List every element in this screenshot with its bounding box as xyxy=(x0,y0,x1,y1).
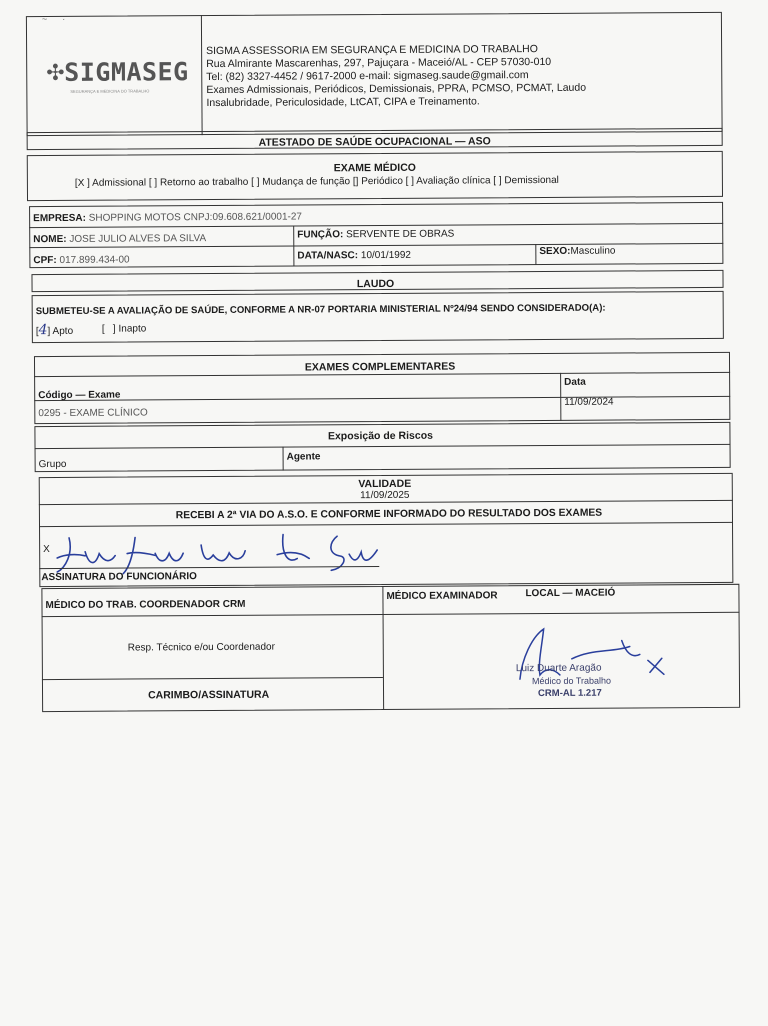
local-label: LOCAL — MACEIÓ xyxy=(525,587,616,600)
exam-type-options: [X ] Admissional [ ] Retorno ao trabalho [ ] Mudança de função [] Periódico [ ] Avaliação clínica [ ] Demissional xyxy=(74,174,559,189)
resp-label: Resp. Técnico e/ou Coordenador xyxy=(127,641,275,654)
coordenador-label: MÉDICO DO TRAB. COORDENADOR CRM xyxy=(45,598,246,612)
scan-mark: ~ · xyxy=(41,13,66,25)
stamp-name: Luiz Duarte Aragão xyxy=(515,662,602,675)
company-address: Rua Almirante Mascarenhas, 297, Pajuçara - Maceió/AL - CEP 57030-010 xyxy=(206,55,552,71)
svg-text:✣: ✣ xyxy=(46,60,65,87)
receipt-statement: RECEBI A 2ª VIA DO A.S.O. E CONFORME INFORMADO DO RESULTADO DOS EXAMES xyxy=(175,507,603,522)
company-contact: Tel: (82) 3327-4452 / 9617-2000 e-mail: sigmaseg.saude@gmail.com xyxy=(206,69,529,84)
carimbo-label: CARIMBO/ASSINATURA xyxy=(148,688,270,702)
doctor-stamp xyxy=(502,618,683,709)
nome-row xyxy=(33,233,206,245)
document-title: ATESTADO DE SAÚDE OCUPACIONAL — ASO xyxy=(258,135,491,149)
nome-label: NOME: xyxy=(33,233,67,246)
company-name: SIGMA ASSESSORIA EM SEGURANÇA E MEDICINA DO TRABALHO xyxy=(206,43,538,58)
exam-value: 0295 - EXAME CLÍNICO xyxy=(38,407,148,420)
funcao-row xyxy=(297,229,454,241)
stamp-role: Médico do Trabalho xyxy=(531,675,612,687)
validade-heading: VALIDADE xyxy=(358,477,412,491)
col-exam-header: Código — Exame xyxy=(38,389,121,402)
nasc-row xyxy=(297,250,411,262)
examinador-label: MÉDICO EXAMINADOR xyxy=(386,590,498,602)
exam-date: 11/09/2024 xyxy=(564,396,614,408)
apto-checkmark: 4 xyxy=(38,322,48,339)
sexo-row xyxy=(539,246,615,257)
nome-value: JOSE JULIO ALVES DA SILVA xyxy=(69,233,207,245)
company-services-2: Insalubridade, Periculosidade, LtCAT, CIPA e Treinamento. xyxy=(206,95,480,110)
cpf-row xyxy=(33,255,129,267)
logo-text: SIGMASEG xyxy=(64,57,189,87)
inapto-option: [ ] Inapto xyxy=(101,323,147,335)
company-logo xyxy=(38,49,188,100)
exam-heading: EXAME MÉDICO xyxy=(333,161,416,175)
company-services-1: Exames Admissionais, Periódicos, Demissionais, PPRA, PCMSO, PCMAT, Laudo xyxy=(206,81,587,97)
cpf-value: 017.899.434-00 xyxy=(59,254,130,266)
stamp-crm: CRM-AL 1.217 xyxy=(538,687,602,700)
empresa-value: SHOPPING MOTOS CNPJ:09.608.621/0001-27 xyxy=(88,211,302,224)
empresa-row xyxy=(33,211,302,224)
nasc-label: DATA/NASC: xyxy=(297,250,359,262)
empresa-label: EMPRESA: xyxy=(33,212,86,225)
cpf-label: CPF: xyxy=(33,254,57,267)
signature-label: ASSINATURA DO FUNCIONÁRIO xyxy=(41,571,197,584)
laudo-statement: SUBMETEU-SE A AVALIAÇÃO DE SAÚDE, CONFORME A NR-07 PORTARIA MINISTERIAL Nº24/94 SENDO CONSIDERADO(A): xyxy=(35,302,606,318)
apto-label: Apto xyxy=(52,325,74,337)
funcao-label: FUNÇÃO: xyxy=(297,229,344,241)
grupo-label: Grupo xyxy=(38,458,67,471)
complementares-heading: EXAMES COMPLEMENTARES xyxy=(304,360,456,374)
inapto-label: Inapto xyxy=(118,323,147,335)
sexo-label: SEXO: xyxy=(539,245,571,258)
validade-date: 11/09/2025 xyxy=(360,489,410,502)
nasc-value: 10/01/1992 xyxy=(360,249,411,262)
apto-option: [4] Apto xyxy=(35,322,74,339)
signature-x: X xyxy=(43,544,50,556)
logo-tagline: SEGURANÇA E MEDICINA DO TRABALHO xyxy=(70,88,150,94)
riscos-heading: Exposição de Riscos xyxy=(327,429,434,443)
funcao-value: SERVENTE DE OBRAS xyxy=(346,228,455,241)
col-date-header: Data xyxy=(564,376,586,388)
sexo-value: Masculino xyxy=(570,245,616,257)
agente-label: Agente xyxy=(286,451,321,463)
laudo-heading: LAUDO xyxy=(356,277,395,291)
